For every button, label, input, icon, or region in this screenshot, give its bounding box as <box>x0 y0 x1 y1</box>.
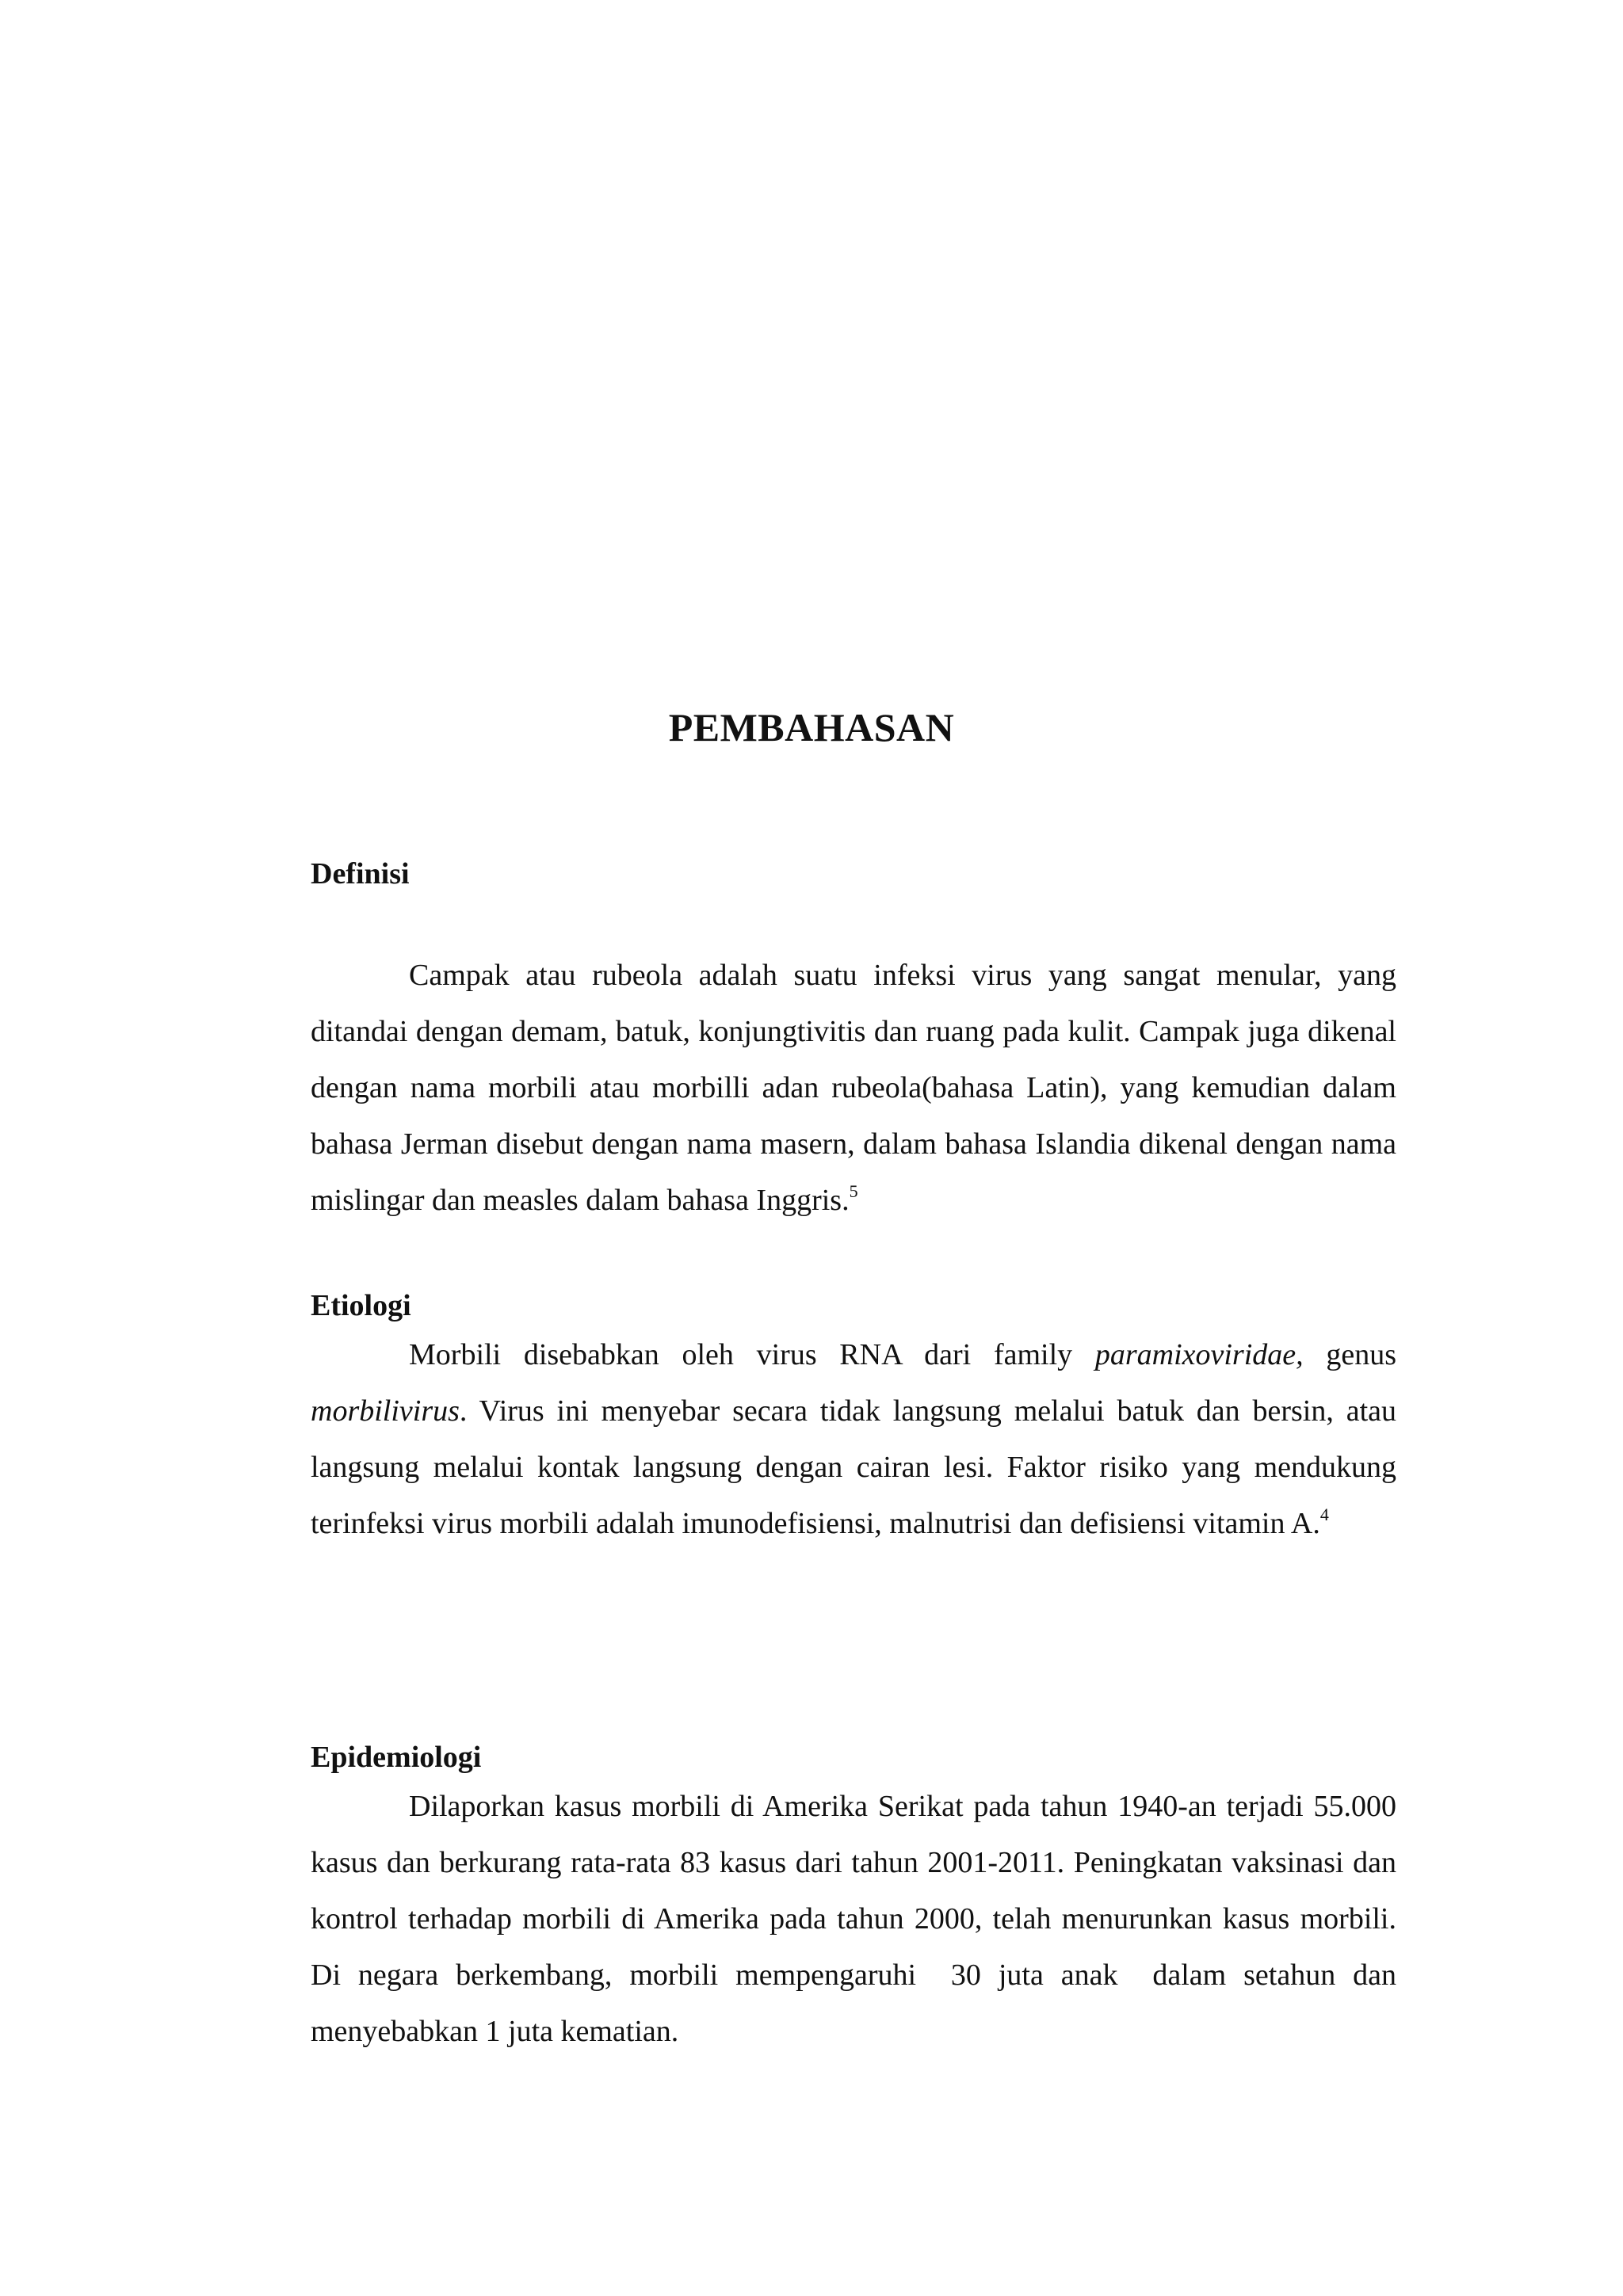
paragraph-text: Campak atau rubeola adalah suatu infeksi virus yang sangat menular, yang ditandai dengan demam, batuk, konjungtivitis dan ruang pada kulit. Campak juga dikenal dengan nama morbili atau morbilli adan rubeola(bahasa Latin), yang kemudian dalam bahasa Jerman disebut dengan nama masern, dalam bahasa Islandia dikenal dengan nama mislingar dan measles dalam bahasa Inggris. <box>311 959 1396 1217</box>
italic-term-paramixoviridae: paramixoviridae, <box>1094 1338 1304 1371</box>
section-epidemiologi <box>311 1739 1404 2060</box>
paragraph-epidemiologi <box>311 1779 1404 2060</box>
citation-superscript: 4 <box>1319 1505 1329 1524</box>
paragraph-text: . Virus ini menyebar secara tidak langsung melalui batuk dan bersin, atau langsung melalui kontak langsung dengan cairan lesi. Faktor risiko yang mendukung terinfeksi virus morbili adalah imunodefisiensi, malnutrisi dan defisiensi vitamin A. <box>311 1394 1396 1540</box>
section-definisi <box>311 856 1396 1229</box>
section-etiologi <box>311 1287 1396 1552</box>
page-title: PEMBAHASAN <box>668 705 955 749</box>
section-heading-definisi: Definisi <box>311 857 410 891</box>
section-heading-epidemiologi: Epidemiologi <box>311 1741 482 1774</box>
citation-superscript: 5 <box>849 1181 858 1201</box>
paragraph-etiologi <box>311 1327 1396 1552</box>
paragraph-text: Dilaporkan kasus morbili di Amerika Serikat pada tahun 1940-an terjadi 55.000 kasus dan berkurang rata-rata 83 kasus dari tahun 2001-2011. Peningkatan vaksinasi dan kontrol terhadap morbili di Amerika pada tahun 2000, telah menurunkan kasus morbili. Di negara berkembang, morbili mempengaruhi 30 juta anak dalam setahun dan menyebabkan 1 juta kematian. <box>311 1790 1404 2048</box>
paragraph-text: Morbili disebabkan oleh virus RNA dari family <box>409 1338 1095 1371</box>
italic-term-morbilivirus: morbilivirus <box>311 1394 460 1428</box>
paragraph-text: genus <box>1303 1338 1397 1371</box>
paragraph-definisi <box>311 948 1396 1229</box>
section-heading-etiologi: Etiologi <box>311 1289 411 1322</box>
